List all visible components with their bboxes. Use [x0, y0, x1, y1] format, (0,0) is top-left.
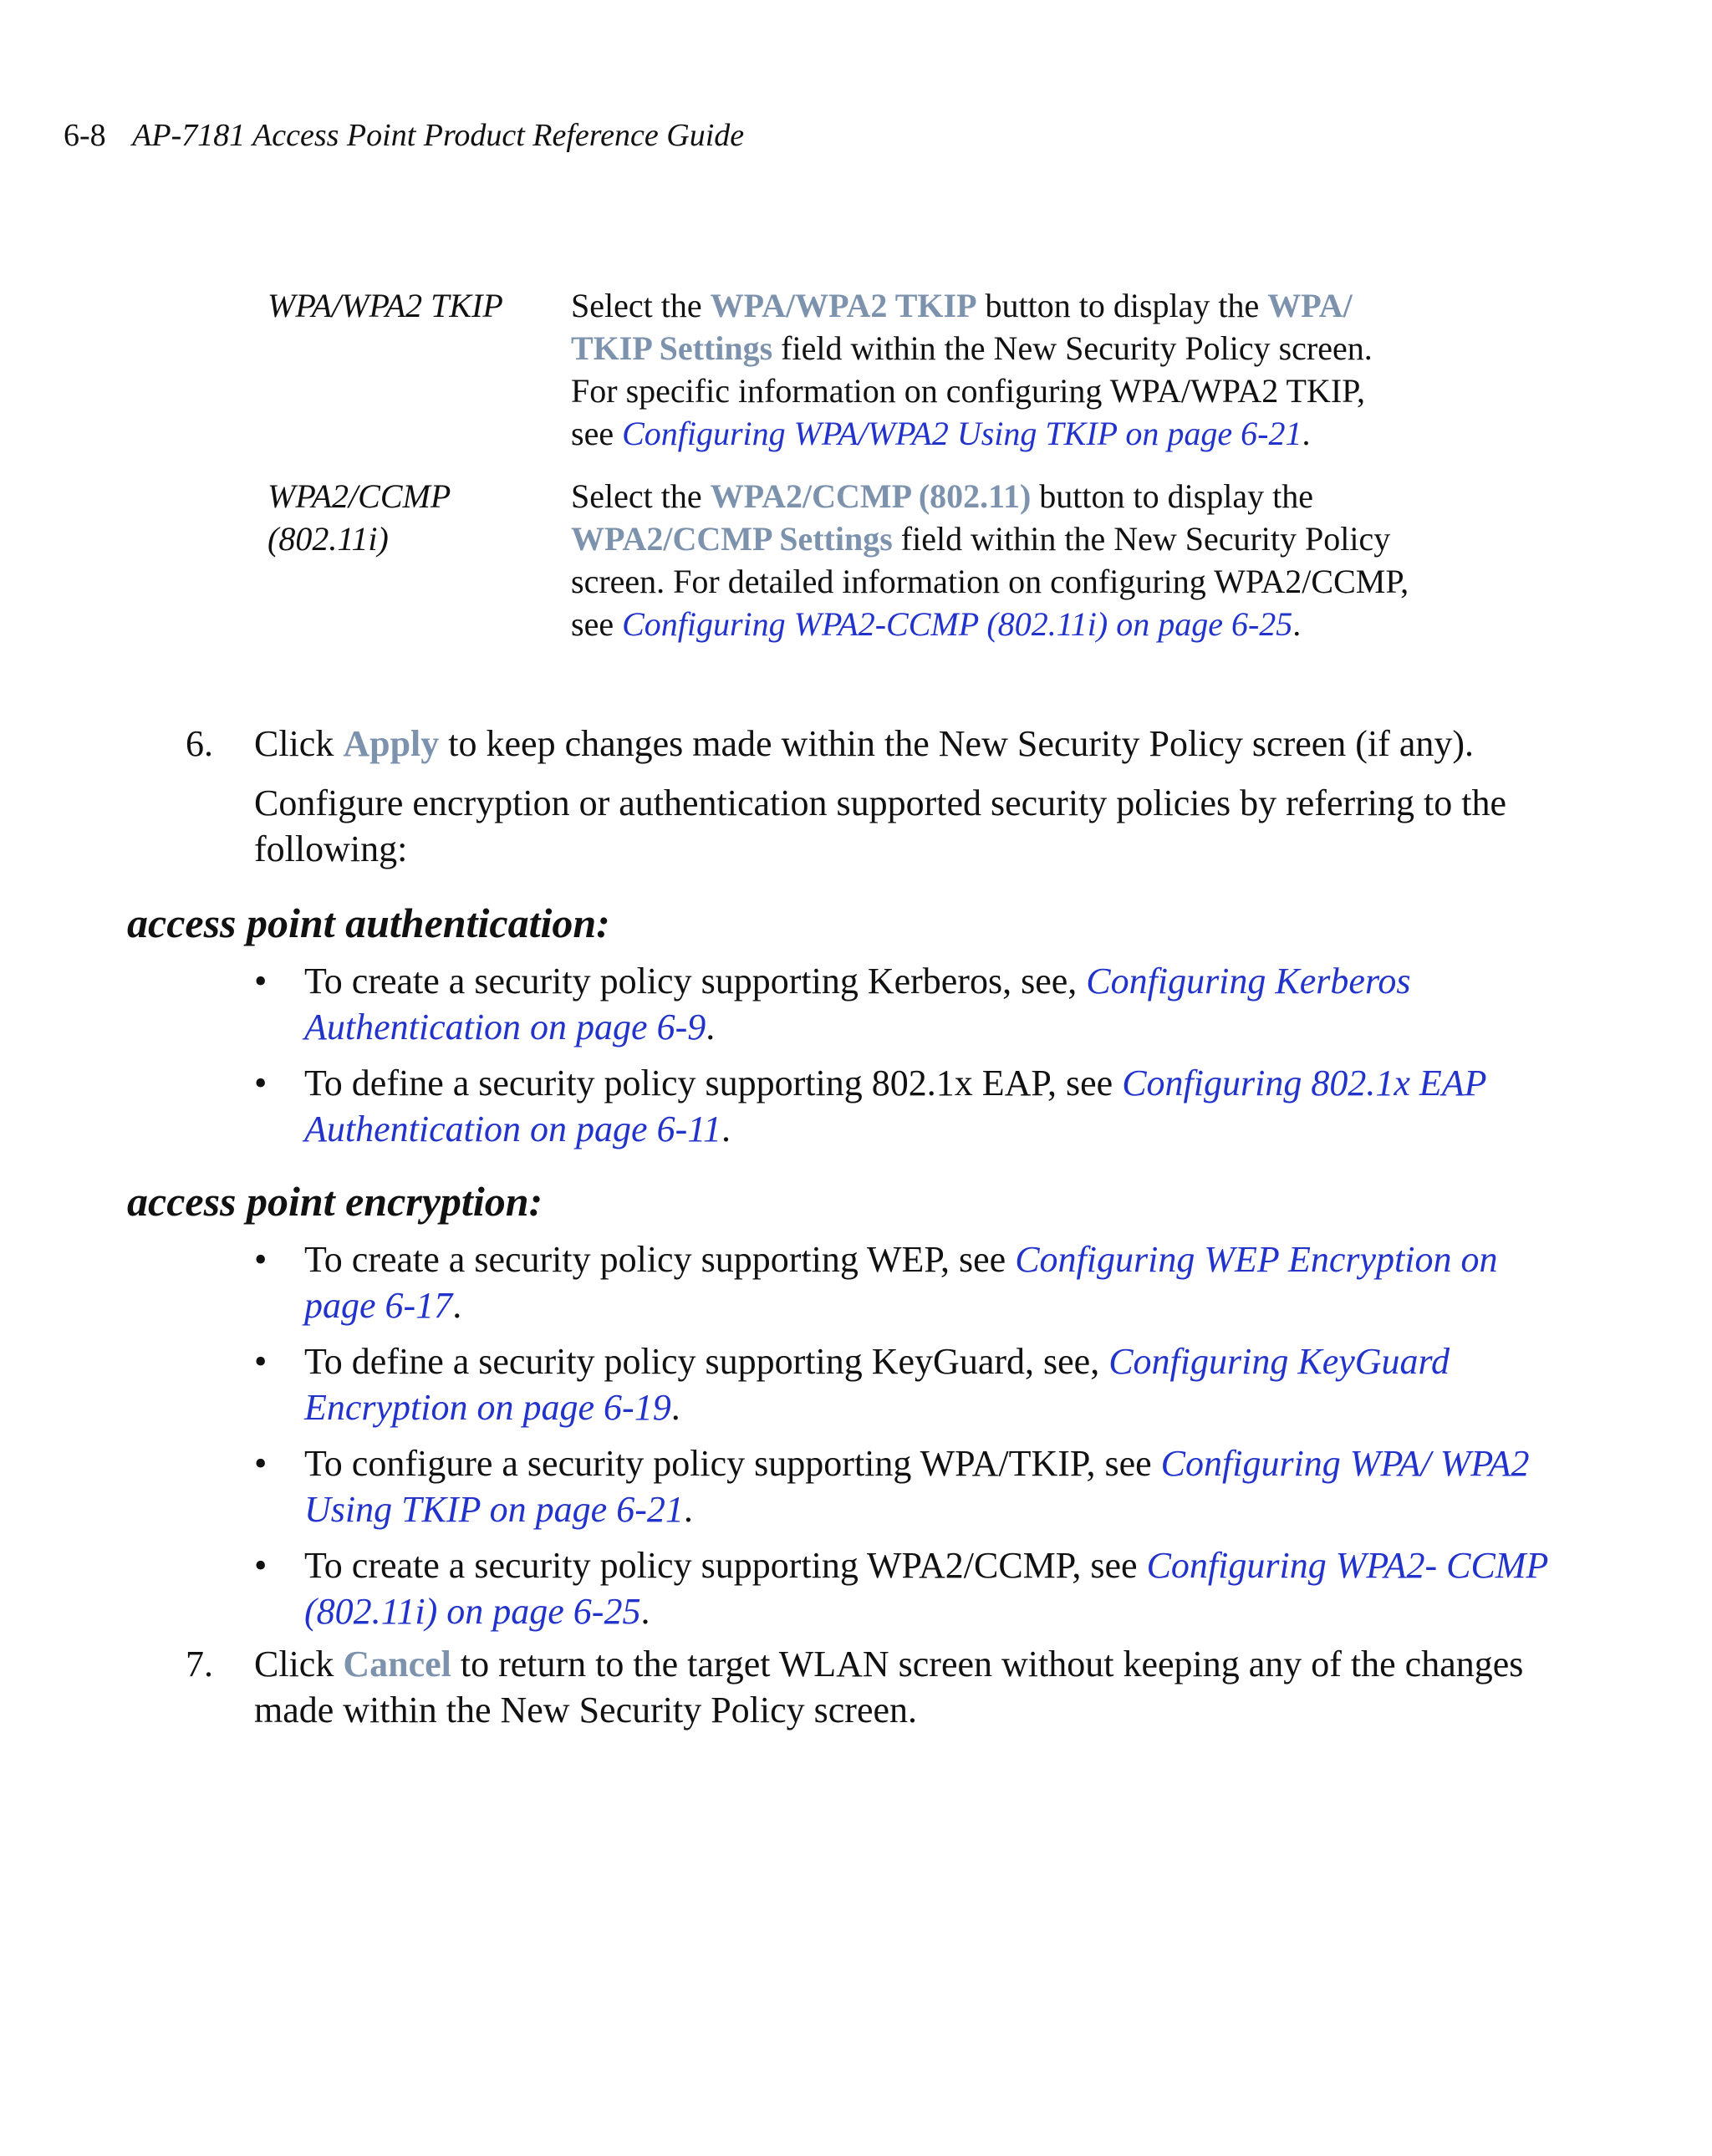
- step-number: 6.: [186, 723, 213, 764]
- item-text: To configure a security policy supporting WPA/TKIP, see: [304, 1443, 1161, 1484]
- authentication-list: [254, 958, 1575, 1162]
- list-item: [254, 1542, 1575, 1634]
- definition-term: [268, 475, 571, 645]
- page-header: [64, 117, 744, 154]
- ui-reference: WPA/ TKIP Settings: [571, 287, 1353, 367]
- list-item: [254, 1338, 1575, 1430]
- desc-text: button to display the: [976, 287, 1268, 324]
- ui-reference: WPA/WPA2 TKIP: [710, 287, 977, 324]
- definition-row-wpa-tkip: [268, 284, 1421, 455]
- page-number: 6-8: [64, 118, 106, 153]
- step-text-part: Click: [254, 1644, 344, 1685]
- bullet-icon: •: [254, 1545, 268, 1586]
- guide-title: AP-7181 Access Point Product Reference Guide: [132, 118, 745, 153]
- item-end: .: [721, 1109, 731, 1149]
- definition-description: [571, 284, 1415, 455]
- term-line: WPA/WPA2 TKIP: [268, 287, 503, 324]
- cross-reference-link[interactable]: Configuring WPA2-CCMP (802.11i) on page 6-25: [622, 605, 1293, 643]
- step-number: 7.: [186, 1644, 213, 1685]
- step-followup: Configure encryption or authentication supported security policies by referring to the following:: [254, 782, 1506, 869]
- step-text-part: Click: [254, 723, 344, 764]
- cross-reference-link[interactable]: Configuring WPA/ WPA2 Using TKIP on page 6-21: [304, 1443, 1530, 1530]
- desc-text: field within the New Security Policy screen. For specific information on configuring WPA/WPA2 TKIP, see: [571, 329, 1373, 452]
- definition-row-wpa2-ccmp: [268, 475, 1421, 645]
- cross-reference-link[interactable]: Configuring WEP Encryption on page 6-17: [304, 1239, 1498, 1326]
- item-end: .: [640, 1591, 650, 1632]
- item-text: To define a security policy supporting KeyGuard, see,: [304, 1341, 1109, 1382]
- item-end: .: [452, 1285, 462, 1326]
- definition-term: [268, 284, 571, 455]
- encryption-list: [254, 1236, 1575, 1644]
- item-end: .: [683, 1489, 693, 1530]
- bullet-icon: •: [254, 1443, 268, 1484]
- desc-text: field within the New Security Policy screen. For detailed information on configuring WPA2/CCMP, see: [571, 520, 1409, 643]
- apply-button-reference: Apply: [343, 723, 440, 764]
- item-text: To create a security policy supporting WEP, see: [304, 1239, 1016, 1280]
- desc-text: button to display the: [1031, 477, 1314, 515]
- bullet-icon: •: [254, 961, 268, 1002]
- cross-reference-link[interactable]: Configuring KeyGuard Encryption on page 6-19: [304, 1341, 1450, 1428]
- desc-text: Select the: [571, 287, 711, 324]
- item-text: To create a security policy supporting WPA2/CCMP, see: [304, 1545, 1147, 1586]
- cancel-button-reference: Cancel: [343, 1644, 451, 1685]
- item-end: .: [706, 1007, 716, 1047]
- bullet-icon: •: [254, 1239, 268, 1280]
- cross-reference-link[interactable]: Configuring WPA/WPA2 Using TKIP on page 6-21: [622, 415, 1302, 452]
- ui-reference: WPA2/CCMP (802.11): [710, 477, 1032, 515]
- encryption-heading: access point encryption:: [127, 1178, 543, 1225]
- step-text-part: to keep changes made within the New Security Policy screen (if any).: [439, 723, 1474, 764]
- step-text: [254, 1641, 1558, 1733]
- step-7: [186, 1641, 1590, 1733]
- step-6: [186, 721, 1590, 872]
- definition-description: [571, 475, 1415, 645]
- item-text: To define a security policy supporting 802.1x EAP, see: [304, 1063, 1123, 1103]
- desc-text: .: [1302, 415, 1311, 452]
- cross-reference-link[interactable]: Configuring WPA2- CCMP (802.11i) on page 6-25: [304, 1545, 1548, 1632]
- authentication-heading: access point authentication:: [127, 900, 610, 946]
- cross-reference-link[interactable]: Configuring Kerberos Authentication on page 6-9: [304, 961, 1411, 1047]
- list-item: [254, 1060, 1575, 1152]
- term-line: WPA2/CCMP: [268, 477, 451, 515]
- ui-reference: WPA2/CCMP Settings: [571, 520, 893, 558]
- list-item: [254, 958, 1575, 1050]
- item-end: .: [670, 1387, 680, 1428]
- desc-text: .: [1292, 605, 1302, 643]
- desc-text: Select the: [571, 477, 711, 515]
- list-item: [254, 1440, 1575, 1532]
- cross-reference-link[interactable]: Configuring 802.1x EAP Authentication on page 6-11: [304, 1063, 1486, 1149]
- definition-table: [268, 284, 1421, 665]
- list-item: [254, 1236, 1575, 1328]
- term-line: (802.11i): [268, 520, 389, 558]
- step-text: [254, 721, 1558, 767]
- bullet-icon: •: [254, 1341, 268, 1382]
- bullet-icon: •: [254, 1063, 268, 1103]
- step-text-part: to return to the target WLAN screen without keeping any of the changes made within the New Security Policy screen.: [254, 1644, 1524, 1730]
- item-text: To create a security policy supporting Kerberos, see,: [304, 961, 1087, 1002]
